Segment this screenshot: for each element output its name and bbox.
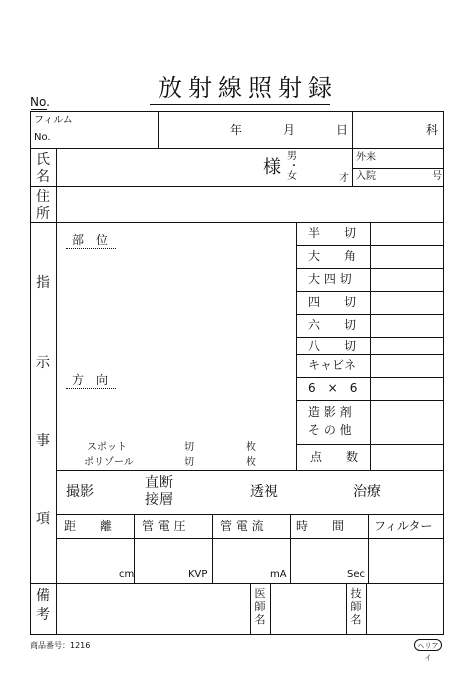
sex-separator: ・ <box>289 161 299 172</box>
size-eighth: 八 切 <box>308 339 357 353</box>
size-large-quarter: 大 四 切 <box>308 272 352 286</box>
direction-label: 方 向 <box>72 373 109 387</box>
mode-therapy: 治療 <box>353 484 381 500</box>
name-label-char: 氏 <box>36 152 50 168</box>
size-table-middle <box>370 222 371 470</box>
label-column-divider <box>56 222 57 635</box>
contrast-agent-label: 造 影 剤 <box>308 405 352 419</box>
size-sixth: 六 切 <box>308 318 357 332</box>
name-label-char: 名 <box>36 168 50 185</box>
unit-ma: mA <box>270 569 287 580</box>
param-current-header: 管 電 流 <box>220 519 264 533</box>
mode-radiography: 撮影 <box>66 484 94 500</box>
outpatient-label: 外来 <box>356 152 376 163</box>
mode-direct: 直断 <box>145 475 173 491</box>
doctor-label-char: 医 <box>254 587 266 600</box>
title-underline <box>150 104 330 105</box>
address-label-char: 住 <box>36 189 50 205</box>
unit-sec: Sec <box>347 569 365 580</box>
outpatient-divider <box>352 168 444 169</box>
polyzor-label: ポリゾール <box>84 457 134 468</box>
param-filter-header: フィルター <box>374 519 433 533</box>
instructions-label-char-3: 事 <box>36 433 50 449</box>
site-underline <box>66 248 116 249</box>
params-header-line <box>56 538 444 539</box>
technician-label-char: 技 <box>350 587 362 600</box>
product-code: 商品番号：1216 <box>30 641 91 650</box>
mode-fluoroscopy: 透視 <box>250 484 278 500</box>
site-label: 部 位 <box>72 233 109 247</box>
params-bottom-line <box>30 583 444 584</box>
dept-divider <box>352 111 353 186</box>
technician-divider-left <box>346 583 347 635</box>
instructions-label-char-2: 示 <box>36 355 50 371</box>
brand-logo: ヘリアイ <box>414 639 442 651</box>
instructions-label-char-4: 項 <box>36 511 50 527</box>
param-distance-header: 距 離 <box>64 519 113 533</box>
score-label: 点 数 <box>310 450 359 464</box>
remarks-label-char: 考 <box>36 606 50 623</box>
year-label: 年 <box>230 123 243 137</box>
size-6x6: 6 × 6 <box>308 381 358 395</box>
department-label: 科 <box>426 123 439 137</box>
param-divider <box>368 514 369 583</box>
form-title: 放射線照射録 <box>158 74 338 102</box>
male-label: 男 <box>287 151 297 162</box>
film-label: フィルム <box>34 115 73 126</box>
inpatient-number-label: 号 <box>432 171 442 182</box>
record-number-underline <box>31 109 47 110</box>
row2-bottom-line <box>30 186 444 187</box>
technician-name-label <box>348 587 364 627</box>
param-voltage-header: 管 電 圧 <box>142 519 186 533</box>
month-label: 月 <box>283 123 296 137</box>
technician-label-char: 名 <box>350 613 362 627</box>
other-label: そ の 他 <box>308 423 352 437</box>
spot-cut-label: 切 <box>184 442 194 453</box>
instructions-bottom-line <box>56 470 444 471</box>
remarks-label <box>35 588 51 624</box>
param-time-header: 時 間 <box>296 519 345 533</box>
label-column-divider-top <box>56 148 57 222</box>
size-cabinet: キャビネ <box>308 358 357 372</box>
technician-divider-right <box>366 583 367 635</box>
remarks-label-char: 備 <box>36 588 50 604</box>
honorific-label: 様 <box>263 157 281 178</box>
modes-bottom-line <box>56 514 444 515</box>
size-quarter: 四 切 <box>308 295 357 309</box>
technician-label-char: 師 <box>350 600 362 614</box>
size-table-left <box>296 222 297 470</box>
instructions-label-char-1: 指 <box>36 275 50 291</box>
mode-contact: 接層 <box>145 492 173 508</box>
unit-cm: cm <box>119 569 135 580</box>
film-no-label: No. <box>34 132 51 143</box>
age-label: 才 <box>339 173 349 184</box>
direction-underline <box>66 388 116 389</box>
size-large-square: 大 角 <box>308 249 357 263</box>
doctor-label-char: 師 <box>254 600 266 614</box>
inpatient-label: 入院 <box>356 171 376 182</box>
address-label <box>35 189 51 223</box>
row1-bottom-line <box>30 148 444 149</box>
spot-label: スポット <box>87 442 127 453</box>
film-divider <box>158 111 159 148</box>
doctor-divider-left <box>250 583 251 635</box>
param-divider <box>212 514 213 583</box>
size-half: 半 切 <box>308 226 357 240</box>
doctor-label-char: 名 <box>254 613 266 627</box>
polyzor-cut-label: 切 <box>184 457 194 468</box>
spot-sheet-label: 枚 <box>246 442 256 453</box>
unit-kvp: KVP <box>188 569 208 580</box>
day-label: 日 <box>336 123 349 137</box>
record-number-label: No. <box>30 95 50 109</box>
doctor-divider-right <box>270 583 271 635</box>
polyzor-sheet-label: 枚 <box>246 457 256 468</box>
address-label-char: 所 <box>36 205 50 222</box>
name-label <box>35 152 51 186</box>
female-label: 女 <box>287 171 297 182</box>
row3-bottom-line <box>30 222 444 223</box>
doctor-name-label <box>252 587 268 627</box>
param-divider <box>290 514 291 583</box>
